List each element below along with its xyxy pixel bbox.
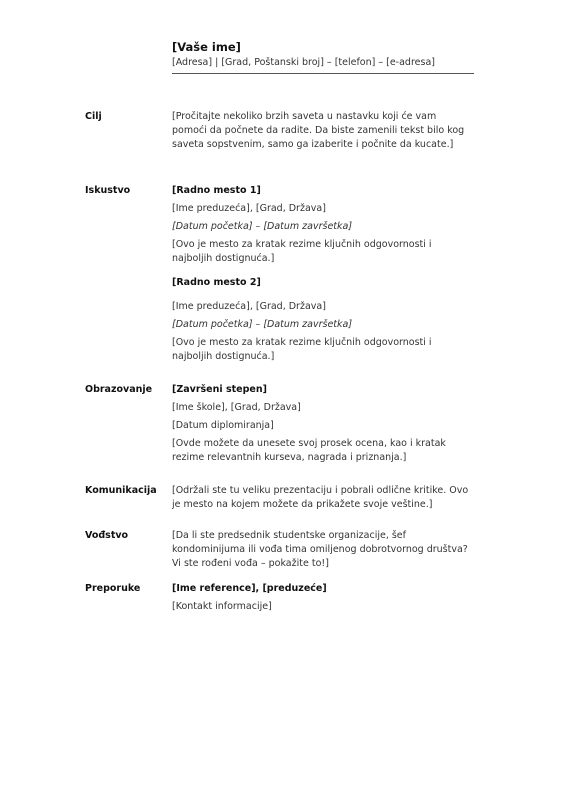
section-content-vodstvo bbox=[172, 529, 472, 575]
job-1-description[interactable]: [Ovo je mesto za kratak rezime ključnih odgovornosti i najboljih dostignuća.] bbox=[172, 239, 432, 264]
section-content-obrazovanje bbox=[172, 383, 472, 469]
vodstvo-text[interactable]: [Da li ste predsednik studentske organizacije, šef kondominijuma ili vođa tima omiljenog dobrotvornog društva? Vi ste rođeni vođa – pokažite to!] bbox=[172, 530, 468, 569]
job-1-dates[interactable]: [Datum početka] – [Datum završetka] bbox=[172, 221, 353, 232]
section-content-iskustvo bbox=[172, 184, 472, 368]
section-label-iskustvo: Iskustvo bbox=[85, 185, 131, 196]
section-content-cilj bbox=[172, 110, 472, 156]
job-2-description[interactable]: [Ovo je mesto za kratak rezime ključnih odgovornosti i najboljih dostignuća.] bbox=[172, 337, 432, 362]
section-label-preporuke: Preporuke bbox=[85, 583, 141, 594]
section-label-obrazovanje: Obrazovanje bbox=[85, 384, 153, 395]
section-content-preporuke bbox=[172, 582, 472, 618]
komunikacija-text[interactable]: [Održali ste tu veliku prezentaciju i pobrali odlične kritike. Ovo je mesto na kojem možete da prikažete svoje veštine.] bbox=[172, 485, 469, 510]
reference-name[interactable]: [Ime reference], [preduzeće] bbox=[172, 583, 327, 594]
reference-contact[interactable]: [Kontakt informacije] bbox=[172, 601, 272, 612]
section-label-vodstvo: Vođstvo bbox=[85, 530, 129, 541]
job-2-company[interactable]: [Ime preduzeća], [Grad, Država] bbox=[172, 301, 326, 312]
job-1-title[interactable]: [Radno mesto 1] bbox=[172, 185, 261, 196]
resume-header bbox=[172, 40, 474, 74]
job-1-company[interactable]: [Ime preduzeća], [Grad, Država] bbox=[172, 203, 326, 214]
education-degree[interactable]: [Završeni stepen] bbox=[172, 384, 267, 395]
job-2-dates[interactable]: [Datum početka] – [Datum završetka] bbox=[172, 319, 353, 330]
header-divider bbox=[172, 73, 474, 74]
cilj-text[interactable]: [Pročitajte nekoliko brzih saveta u nastavku koji će vam pomoći da počnete da radite. Da biste zamenili tekst bilo kog saveta sopstvenim, samo ga izaberite i počnite da kucate.] bbox=[172, 111, 465, 150]
section-content-komunikacija bbox=[172, 484, 472, 516]
resume-contact-line[interactable]: [Adresa] | [Grad, Poštanski broj] – [telefon] – [e-adresa] bbox=[172, 57, 435, 68]
resume-name[interactable]: [Vaše ime] bbox=[172, 40, 241, 54]
section-label-komunikacija: Komunikacija bbox=[85, 485, 157, 496]
section-label-cilj: Cilj bbox=[85, 111, 102, 122]
education-description[interactable]: [Ovde možete da unesete svoj prosek ocena, kao i kratak rezime relevantnih kurseva, nagrada i priznanja.] bbox=[172, 438, 446, 463]
education-school[interactable]: [Ime škole], [Grad, Država] bbox=[172, 402, 301, 413]
job-2-title[interactable]: [Radno mesto 2] bbox=[172, 277, 261, 288]
education-date[interactable]: [Datum diplomiranja] bbox=[172, 420, 274, 431]
